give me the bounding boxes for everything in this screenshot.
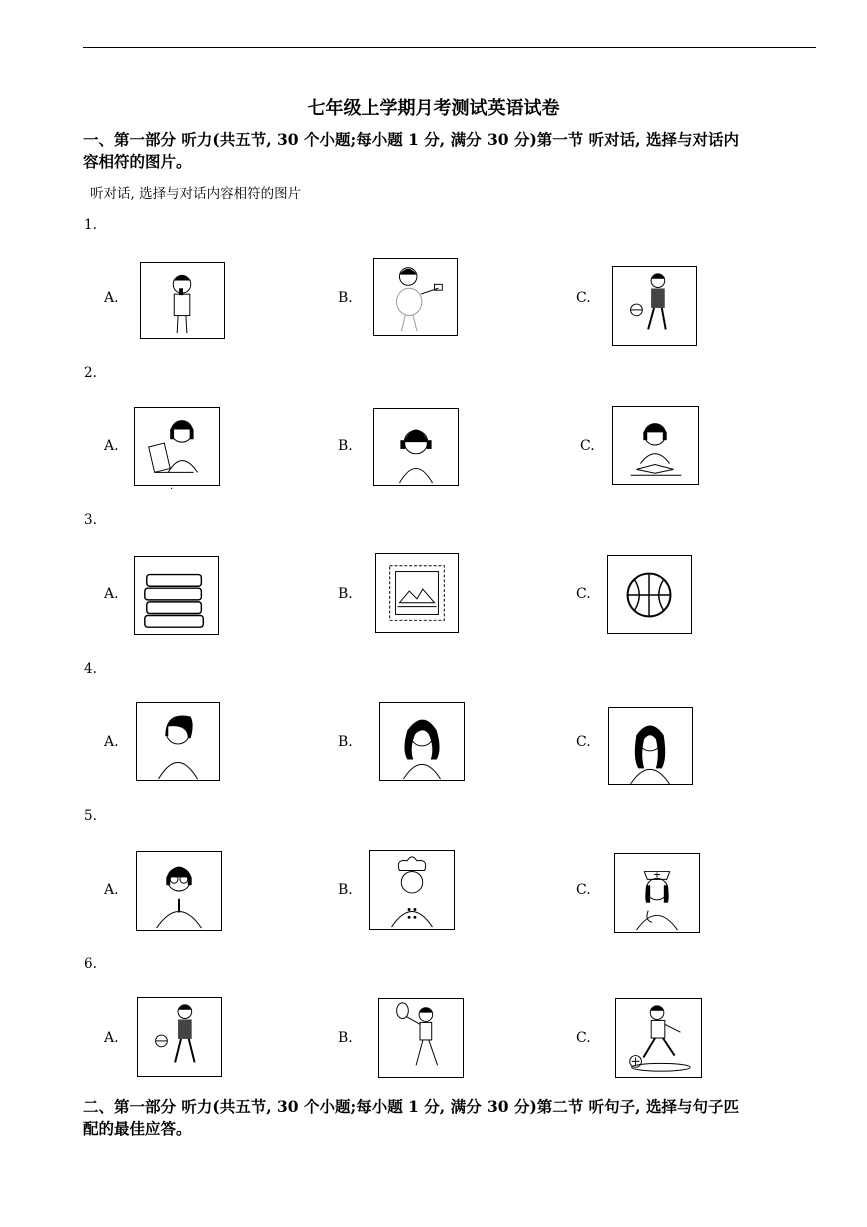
- picture-girl-laptop[interactable]: [134, 407, 220, 486]
- section-1-line-1: 一、第一部分 听力(共五节, 30 个小题;每小题 1 分, 满分 30 分)第一节 听对话, 选择与对话内: [83, 130, 739, 149]
- option-label-c: C.: [576, 290, 591, 306]
- option-label-b: B.: [338, 1030, 353, 1046]
- picture-girl-long-hair[interactable]: [608, 707, 693, 785]
- section-2-line-1: 二、第一部分 听力(共五节, 30 个小题;每小题 1 分, 满分 30 分)第二节 听句子, 选择与句子匹: [83, 1097, 739, 1116]
- option-label-b: B.: [338, 438, 353, 454]
- picture-chef[interactable]: [369, 850, 455, 930]
- option-label-c: C.: [576, 586, 591, 602]
- caption-fragment: ·: [170, 484, 174, 495]
- picture-nurse[interactable]: [614, 853, 700, 933]
- option-label-a: A.: [104, 1030, 119, 1046]
- picture-girl-curly-hair[interactable]: [379, 702, 465, 781]
- option-label-a: A.: [104, 438, 119, 454]
- picture-stamp[interactable]: [375, 553, 459, 633]
- option-label-c: C.: [580, 438, 595, 454]
- picture-boy-tennis[interactable]: [378, 998, 464, 1078]
- question-number: 5.: [84, 808, 97, 824]
- question-number: 2.: [84, 365, 97, 381]
- question-number: 4.: [84, 661, 97, 677]
- picture-books[interactable]: [134, 556, 219, 635]
- option-label-a: A.: [104, 734, 119, 750]
- option-label-a: A.: [104, 882, 119, 898]
- picture-boy-pointing[interactable]: [373, 258, 458, 336]
- section-2-line-2: 配的最佳应答。: [83, 1119, 192, 1138]
- option-label-b: B.: [338, 586, 353, 602]
- option-label-c: C.: [576, 882, 591, 898]
- picture-basketball[interactable]: [607, 555, 692, 634]
- picture-boy-basketball[interactable]: [612, 266, 697, 346]
- option-label-c: C.: [576, 1030, 591, 1046]
- picture-girl-short-hair[interactable]: [136, 702, 220, 781]
- section-2-heading: [83, 1096, 818, 1140]
- picture-woman-glasses[interactable]: [136, 851, 222, 931]
- option-label-c: C.: [576, 734, 591, 750]
- question-number: 1.: [84, 217, 97, 233]
- section-1-heading: [83, 129, 818, 173]
- section-1-line-2: 容相符的图片。: [83, 152, 192, 171]
- question-number: 3.: [84, 512, 97, 528]
- option-label-b: B.: [338, 290, 353, 306]
- exam-title: 七年级上学期月考测试英语试卷: [307, 98, 560, 119]
- instruction-text: 听对话, 选择与对话内容相符的图片: [90, 186, 302, 202]
- option-label-b: B.: [338, 882, 353, 898]
- header-rule: [83, 47, 816, 48]
- picture-boy-basketball-2[interactable]: [137, 997, 222, 1077]
- question-number: 6.: [84, 956, 97, 972]
- picture-girl-headphones[interactable]: [373, 408, 459, 486]
- option-label-b: B.: [338, 734, 353, 750]
- option-label-a: A.: [104, 290, 119, 306]
- option-label-a: A.: [104, 586, 119, 602]
- picture-boy-football[interactable]: [615, 998, 702, 1078]
- picture-girl-reading[interactable]: [612, 406, 699, 485]
- picture-boy-talking[interactable]: [140, 262, 225, 339]
